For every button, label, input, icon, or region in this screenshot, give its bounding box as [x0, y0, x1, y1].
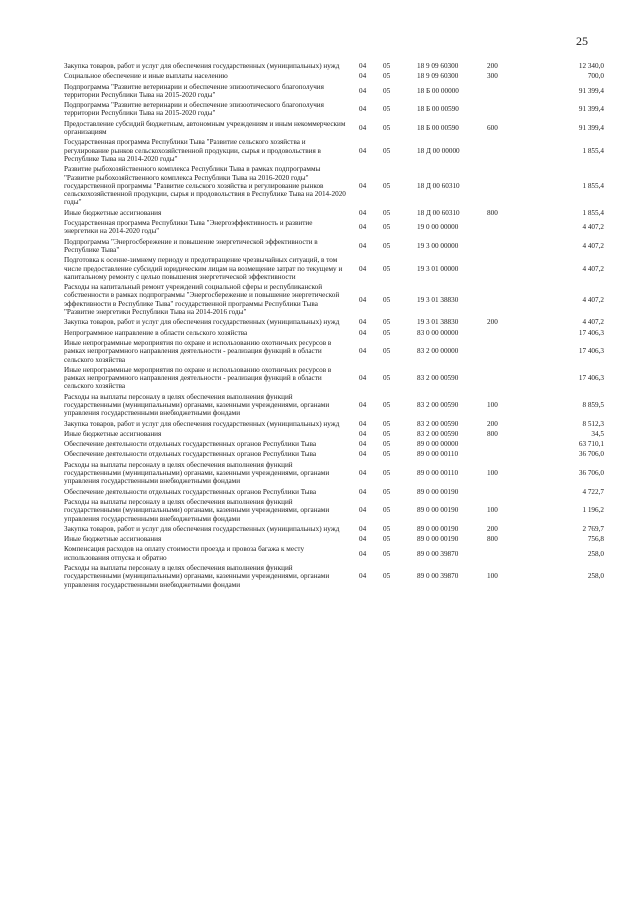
budget-row	[64, 120, 604, 137]
row-name: Расходы на выплаты персоналу в целях обеспечения выполнения функций государственными (муниципальными) органами, казенными учреждениями, органами управления государственными внебюджетными фондами	[64, 497, 330, 523]
row-amount: 4 407,2	[582, 295, 604, 304]
row-section: 04	[359, 524, 367, 533]
row-target-code: 18 Д 00 00000	[417, 146, 460, 155]
row-name: Подпрограмма "Развитие ветеринарии и обеспечение эпизоотического благополучия территории Республики Тыва на 2015-2020 годы"	[64, 101, 324, 118]
row-amount: 1 196,2	[582, 506, 604, 515]
row-name: Иные бюджетные ассигнования	[64, 535, 162, 544]
row-amount: 1 855,4	[582, 146, 604, 155]
row-amount: 34,5	[591, 429, 604, 438]
row-target-code: 18 Б 00 00590	[417, 105, 459, 114]
row-target-code: 89 0 00 00000	[417, 440, 459, 449]
row-amount: 1 855,4	[582, 181, 604, 190]
row-section: 04	[359, 487, 367, 496]
row-target-code: 83 2 00 00590	[417, 374, 459, 383]
row-target-code: 89 0 00 00110	[417, 469, 459, 478]
row-amount: 1 855,4	[582, 208, 604, 217]
row-amount: 8 512,3	[582, 419, 604, 428]
row-section: 04	[359, 419, 367, 428]
row-subsection: 05	[383, 328, 391, 337]
budget-row	[64, 430, 604, 438]
row-expense-type: 300	[487, 72, 498, 81]
row-name: Обеспечение деятельности отдельных государственных органов Республики Тыва	[64, 440, 317, 449]
row-name: Подготовка к осенне-зимнему периоду и предотвращение чрезвычайных ситуаций, в том числе предоставление субсидий юридическим лицам на возмещение затрат по текущему и капитальному ремонту с целью повышения энергетической эффективности	[64, 256, 343, 281]
row-section: 04	[359, 535, 367, 544]
row-subsection: 05	[383, 72, 391, 81]
page-number: 25	[576, 34, 588, 48]
row-target-code: 18 Б 00 00590	[417, 123, 459, 132]
row-name: Компенсация расходов на оплату стоимости проезда и провоза багажа к месту использования отпуска и обратно	[64, 545, 305, 562]
row-expense-type: 200	[487, 524, 498, 533]
row-section: 04	[359, 105, 367, 114]
row-target-code: 18 Д 00 60310	[417, 208, 460, 217]
row-target-code: 83 2 00 00590	[417, 419, 459, 428]
row-name: Государственная программа Республики Тыва "Энергоэффективность и развитие энергетики на 2014-2020 годы"	[64, 219, 313, 236]
row-amount: 36 706,0	[578, 469, 604, 478]
row-name: Непрограммное направление в области сельского хозяйства	[64, 328, 248, 337]
row-amount: 36 706,0	[578, 450, 604, 459]
row-target-code: 89 0 00 00190	[417, 535, 459, 544]
row-subsection: 05	[383, 105, 391, 114]
row-subsection: 05	[383, 181, 391, 190]
row-section: 04	[359, 241, 367, 250]
row-amount: 258,0	[587, 549, 604, 558]
budget-row	[64, 393, 604, 418]
budget-row	[64, 329, 604, 337]
budget-row	[64, 461, 604, 486]
row-section: 04	[359, 181, 367, 190]
row-section: 04	[359, 347, 367, 356]
row-section: 04	[359, 264, 367, 273]
row-subsection: 05	[383, 62, 391, 70]
row-amount: 91 399,4	[578, 123, 604, 132]
budget-row	[64, 488, 604, 496]
row-expense-type: 200	[487, 62, 498, 70]
row-section: 04	[359, 440, 367, 449]
row-name: Обеспечение деятельности отдельных государственных органов Республики Тыва	[64, 487, 317, 496]
row-section: 04	[359, 123, 367, 132]
budget-row	[64, 450, 604, 458]
row-name: Иные непрограммные мероприятия по охране и использованию охотничьих ресурсов в рамках непрограммного направления деятельности - реализация функций в области сельского хозяйства	[64, 338, 332, 364]
budget-row	[64, 440, 604, 448]
row-expense-type: 800	[487, 535, 498, 544]
row-name: Государственная программа Республики Тыва "Развитие сельского хозяйства и регулирование рынков сельскохозяйственной продукции, сырья и продовольствия в Республике Тыва на 2014-2020 годы"	[64, 138, 321, 163]
row-name: Иные непрограммные мероприятия по охране и использованию охотничьих ресурсов в рамках непрограммного направления деятельности - реализация функций в области сельского хозяйства	[64, 365, 332, 391]
row-amount: 91 399,4	[578, 105, 604, 114]
row-name: Подпрограмма "Развитие ветеринарии и обеспечение эпизоотического благополучия территории Республики Тыва на 2015-2020 годы"	[64, 82, 324, 99]
budget-row	[64, 219, 604, 236]
row-target-code: 19 3 01 00000	[417, 264, 459, 273]
budget-row	[64, 209, 604, 217]
row-section: 04	[359, 469, 367, 478]
budget-row	[64, 72, 604, 80]
row-target-code: 19 3 00 00000	[417, 241, 459, 250]
row-target-code: 89 0 00 39870	[417, 572, 459, 581]
budget-row	[64, 420, 604, 428]
row-target-code: 83 0 00 00000	[417, 328, 459, 337]
row-amount: 91 399,4	[578, 86, 604, 95]
row-amount: 63 710,1	[578, 440, 604, 449]
row-amount: 17 406,3	[578, 374, 604, 383]
row-target-code: 18 9 09 60300	[417, 72, 459, 81]
row-section: 04	[359, 223, 367, 232]
budget-row	[64, 535, 604, 543]
budget-row	[64, 238, 604, 255]
row-target-code: 18 Д 00 60310	[417, 181, 460, 190]
row-section: 04	[359, 549, 367, 558]
row-amount: 12 340,0	[578, 62, 604, 70]
row-section: 04	[359, 572, 367, 581]
row-name: Закупка товаров, работ и услуг для обеспечения государственных (муниципальных) нужд	[64, 318, 340, 327]
row-section: 04	[359, 295, 367, 304]
row-target-code: 19 3 01 38830	[417, 295, 459, 304]
row-expense-type: 100	[487, 572, 498, 581]
row-target-code: 89 0 00 00190	[417, 506, 459, 515]
row-subsection: 05	[383, 86, 391, 95]
row-name: Расходы на капитальный ремонт учреждений социальной сферы и республиканской собственности в рамках подпрограммы "Энергосбережение и повышение энергетической эффективности в Республике Тыва" государственной программы Республики Тыва "Развитие энергетики Республики Тыва на 2014-2016 годы"	[64, 283, 340, 317]
row-name: Закупка товаров, работ и услуг для обеспечения государственных (муниципальных) нужд	[64, 524, 340, 533]
row-name: Социальное обеспечение и иные выплаты населению	[64, 72, 228, 81]
row-name: Иные бюджетные ассигнования	[64, 208, 162, 217]
row-subsection: 05	[383, 146, 391, 155]
row-target-code: 19 3 01 38830	[417, 318, 459, 327]
row-subsection: 05	[383, 549, 391, 558]
row-subsection: 05	[383, 374, 391, 383]
row-subsection: 05	[383, 469, 391, 478]
row-amount: 258,0	[587, 572, 604, 581]
row-subsection: 05	[383, 572, 391, 581]
row-section: 04	[359, 86, 367, 95]
row-subsection: 05	[383, 419, 391, 428]
row-subsection: 05	[383, 295, 391, 304]
budget-row	[64, 545, 604, 562]
row-name: Подпрограмма "Энергосбережение и повышение энергетической эффективности в Республике Тыва"	[64, 237, 318, 254]
row-amount: 17 406,3	[578, 328, 604, 337]
row-subsection: 05	[383, 347, 391, 356]
row-expense-type: 600	[487, 123, 498, 132]
row-expense-type: 200	[487, 419, 498, 428]
row-target-code: 18 Б 00 00000	[417, 86, 459, 95]
row-expense-type: 800	[487, 429, 498, 438]
row-subsection: 05	[383, 524, 391, 533]
row-expense-type: 100	[487, 469, 498, 478]
budget-row	[64, 318, 604, 326]
row-expense-type: 200	[487, 318, 498, 327]
row-name: Расходы на выплаты персоналу в целях обеспечения выполнения функций государственными (муниципальными) органами, казенными учреждениями, органами управления государственными внебюджетными фондами	[64, 460, 330, 486]
row-subsection: 05	[383, 318, 391, 327]
row-name: Предоставление субсидий бюджетным, автономным учреждениям и иным некоммерческим организациям	[64, 119, 346, 137]
budget-row	[64, 564, 604, 589]
row-name: Развитие рыбохозяйственного комплекса Республики Тыва в рамках подпрограммы "Развитие рыбохозяйственного комплекса Республики Тыва на 2016-2020 годы" государственной программы "Развитие сельского хозяйства и регулирование рынков сельскохозяйственной продукции, сырья и продовольствия в Республике Тыва на 2014-2020 годы"	[64, 165, 346, 207]
row-section: 04	[359, 429, 367, 438]
row-amount: 4 407,2	[582, 264, 604, 273]
budget-row	[64, 165, 604, 206]
row-subsection: 05	[383, 535, 391, 544]
row-amount: 17 406,3	[578, 347, 604, 356]
row-section: 04	[359, 208, 367, 217]
row-name: Иные бюджетные ассигнования	[64, 429, 162, 438]
row-name: Закупка товаров, работ и услуг для обеспечения государственных (муниципальных) нужд	[64, 62, 340, 70]
row-subsection: 05	[383, 450, 391, 459]
row-subsection: 05	[383, 487, 391, 496]
row-target-code: 83 2 00 00590	[417, 429, 459, 438]
row-subsection: 05	[383, 440, 391, 449]
row-expense-type: 100	[487, 506, 498, 515]
row-subsection: 05	[383, 264, 391, 273]
budget-row	[64, 101, 604, 118]
budget-row	[64, 283, 604, 316]
row-subsection: 05	[383, 400, 391, 409]
row-subsection: 05	[383, 123, 391, 132]
row-expense-type: 100	[487, 400, 498, 409]
row-section: 04	[359, 62, 367, 70]
row-target-code: 18 9 09 60300	[417, 62, 459, 70]
row-subsection: 05	[383, 429, 391, 438]
row-section: 04	[359, 374, 367, 383]
row-amount: 4 407,2	[582, 318, 604, 327]
row-target-code: 19 0 00 00000	[417, 223, 459, 232]
budget-row	[64, 498, 604, 523]
budget-row	[64, 62, 604, 70]
row-target-code: 89 0 00 00190	[417, 524, 459, 533]
row-section: 04	[359, 506, 367, 515]
row-target-code: 83 2 00 00000	[417, 347, 459, 356]
row-section: 04	[359, 450, 367, 459]
row-name: Расходы на выплаты персоналу в целях обеспечения выполнения функций государственными (муниципальными) органами, казенными учреждениями, органами управления государственными внебюджетными фондами	[64, 564, 330, 589]
row-name: Расходы на выплаты персоналу в целях обеспечения выполнения функций государственными (муниципальными) органами, казенными учреждениями, органами управления государственными внебюджетными фондами	[64, 392, 330, 418]
row-amount: 4 407,2	[582, 241, 604, 250]
budget-row	[64, 339, 604, 364]
row-target-code: 89 0 00 39870	[417, 549, 459, 558]
row-amount: 700,0	[587, 72, 604, 81]
row-expense-type: 800	[487, 208, 498, 217]
row-subsection: 05	[383, 208, 391, 217]
row-section: 04	[359, 146, 367, 155]
row-amount: 4 407,2	[582, 223, 604, 232]
budget-row	[64, 366, 604, 391]
row-amount: 756,8	[587, 535, 604, 544]
row-name: Обеспечение деятельности отдельных государственных органов Республики Тыва	[64, 450, 317, 459]
budget-row	[64, 256, 604, 281]
row-subsection: 05	[383, 241, 391, 250]
row-subsection: 05	[383, 223, 391, 232]
row-amount: 8 859,5	[582, 400, 604, 409]
budget-row	[64, 138, 604, 163]
budget-row	[64, 83, 604, 100]
row-target-code: 83 2 00 00590	[417, 400, 459, 409]
row-amount: 4 722,7	[582, 487, 604, 496]
row-target-code: 89 0 00 00110	[417, 450, 459, 459]
row-target-code: 89 0 00 00190	[417, 487, 459, 496]
budget-table	[64, 62, 604, 589]
budget-row	[64, 525, 604, 533]
row-section: 04	[359, 318, 367, 327]
row-name: Закупка товаров, работ и услуг для обеспечения государственных (муниципальных) нужд	[64, 419, 340, 428]
row-section: 04	[359, 400, 367, 409]
row-section: 04	[359, 328, 367, 337]
row-subsection: 05	[383, 506, 391, 515]
row-section: 04	[359, 72, 367, 81]
row-amount: 2 769,7	[582, 524, 604, 533]
